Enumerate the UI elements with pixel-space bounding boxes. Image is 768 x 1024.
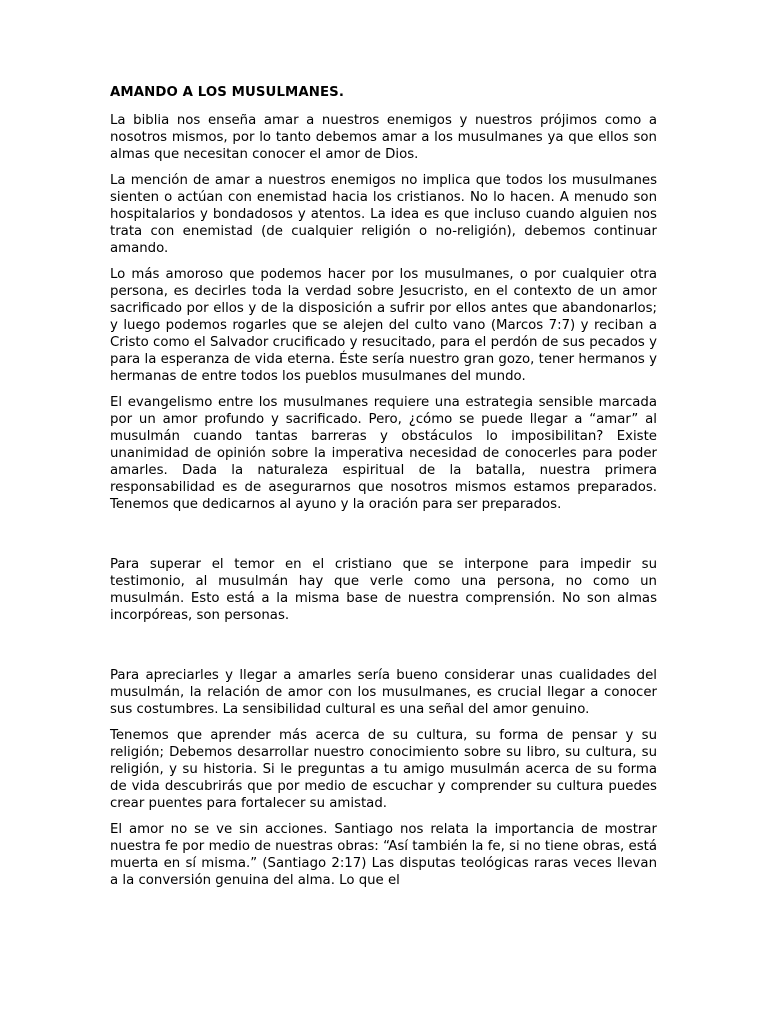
paragraph-2: La mención de amar a nuestros enemigos no implica que todos los musulmanes sienten o actúan con enemistad hacia los cristianos. No lo hacen. A menudo son hospitalarios y bondadosos y atentos. La idea es que incluso cuando alguien nos trata con enemistad (de cualquier religión o no-religión), debemos continuar amando. bbox=[110, 173, 657, 256]
document-title: AMANDO A LOS MUSULMANES. bbox=[110, 85, 344, 100]
paragraph-4: El evangelismo entre los musulmanes requiere una estrategia sensible marcada por un amor profundo y sacrificado. Pero, ¿cómo se puede llegar a “amar” al musulmán cuando tantas barreras y obstáculos lo imposibilitan? Existe unanimidad de opinión sobre la imperativa necesidad de conocerles para poder amarles. Dada la naturaleza espiritual de la batalla, nuestra primera responsabilidad es de asegurarnos que nosotros mismos estamos preparados. Tenemos que dedicarnos al ayuno y la oración para ser preparados. bbox=[110, 395, 657, 512]
paragraph-1: La biblia nos enseña amar a nuestros enemigos y nuestros prójimos como a nosotros mismos, por lo tanto debemos amar a los musulmanes ya que ellos son almas que necesitan conocer el amor de Dios. bbox=[110, 113, 657, 162]
paragraph-3: Lo más amoroso que podemos hacer por los musulmanes, o por cualquier otra persona, es decirles toda la verdad sobre Jesucristo, en el contexto de un amor sacrificado por ellos y de la disposición a sufrir por ellos antes que abandonarlos; y luego podemos rogarles que se alejen del culto vano (Marcos 7:7) y reciban a Cristo como el Salvador crucificado y resucitado, para el perdón de sus pecados y para la esperanza de vida eterna. Éste sería nuestro gran gozo, tener hermanos y hermanas de entre todos los pueblos musulmanes del mundo. bbox=[110, 267, 657, 384]
paragraph-6: Para apreciarles y llegar a amarles sería bueno considerar unas cualidades del musulmán, la relación de amor con los musulmanes, es crucial llegar a conocer sus costumbres. La sensibilidad cultural es una señal del amor genuino. bbox=[110, 668, 657, 717]
blank-line-gap bbox=[110, 522, 657, 556]
blank-line-gap bbox=[110, 633, 657, 667]
paragraph-7: Tenemos que aprender más acerca de su cultura, su forma de pensar y su religión; Debemos desarrollar nuestro conocimiento sobre su libro, su cultura, su religión, y su historia. Si le preguntas a tu amigo musulmán acerca de su forma de vida descubrirás que por medio de escuchar y comprender su cultura puedes crear puentes para fortalecer su amistad. bbox=[110, 728, 657, 811]
paragraph-8: El amor no se ve sin acciones. Santiago nos relata la importancia de mostrar nuestra fe por medio de nuestras obras: “Así también la fe, si no tiene obras, está muerta en sí misma.” (Santiago 2:17) Las disputas teológicas raras veces llevan a la conversión genuina del alma. Lo que el bbox=[110, 822, 657, 888]
document-page bbox=[110, 84, 657, 898]
paragraph-5: Para superar el temor en el cristiano que se interpone para impedir su testimonio, al musulmán hay que verle como una persona, no como un musulmán. Esto está a la misma base de nuestra comprensión. No son almas incorpóreas, son personas. bbox=[110, 557, 657, 623]
